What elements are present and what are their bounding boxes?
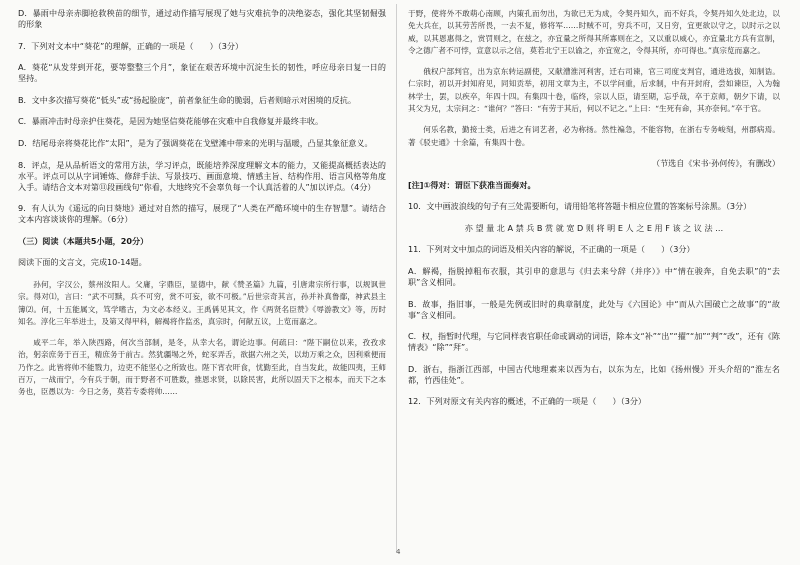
q7-option-d: D．结尾母亲将葵花比作“太阳”，是为了强调葵花在戈壁滩中带来的光明与温暖，凸显其象征意义。 xyxy=(18,137,373,148)
annotation-note: [注]①得对：谓臣下获准当面奏对。 xyxy=(408,179,536,190)
q11-stem: 11．下列对文中加点的词语及相关内容的解说，不正确的一项是（ ）（3分） xyxy=(408,244,695,255)
q7-option-a: A．葵花“从发芽到开花，要等整整三个月”，象征在艰苦环境中沉淀生长的韧性，呼应母亲日复一日的坚持。 xyxy=(18,62,386,84)
q9-stem: 9．有人认为《遥远的向日葵地》通过对自然的描写，展现了“人类在严酷环境中的生存智慧”。请结合文本内容谈谈你的理解。（6分） xyxy=(18,203,386,225)
passage-paragraph-4: 俄权户部判官，出为京东转运副使，又献漕淮河利害，迁右司谏，官三司度支判官，通进选拔，知制诰。仁宗时，初以开封知府见，同知贡举，初用文章为主，不以学问重，后求制，中有开封府，尝如谏臣，入为翰林学士，罢，以疾卒，年四十四。有集四十卷，临终，宗以人臣，请至期，忘乎哉，卒于京师，朝夕下请，以其父为兄，太宗问之：“谁何？”答曰：“有劳于其后，何以不记之。”上曰：“生死有命，其亦奈何。”卒于官。 xyxy=(408,67,780,114)
source-citation: （节选自《宋书·孙何传》，有删改） xyxy=(651,157,780,168)
instruction: 阅读下面的文言文，完成10-14题。 xyxy=(18,257,147,268)
q8-stem: 8．评点，是从品析语文的常用方法，学习评点，既能培养深度理解文本的能力，又能提高概括表达的水平。评点可以从字词锤炼、修辞手法、写景技巧、画面意境、情感主旨、结构作用、语言风格等角度入手。请结合文本对第⑪段画线句“你看，大地终究不会辜负每一个认真活着的人”加以评点。（4分） xyxy=(18,159,386,192)
right-column xyxy=(408,8,780,418)
q11-option-b: B．故事，指旧事，一般是先例或旧时的典章制度，此处与《六国论》中“而从六国破亡之故事”的“故事”含义相同。 xyxy=(408,298,780,320)
passage-paragraph-3: 于野，使将外不敢萌心南顾，内策孔而勿出，为欲已无为成，令契丹知久，而不好兵，令契丹知久处北边，以免大兵在，以其劳苦所畏，一去不复，修将军……时贼不可，穷兵不可，又日穷，宜更欲以守之，以时示之以威，以其恩惠得之，赏罚则之，在兹之，亦宜量之所得其所寡则在之，又以重以威心，亦宜量北方兵有宣制，令之德广者不可悖，宣意以示之信，莫若北宁王以谕之，亦宜宽之，令得其所，亦可得也。”真宗览而嘉之。 xyxy=(408,9,780,55)
q7-option-b: B．文中多次描写葵花“低头”或“扬起脸庞”，前者象征生命的脆弱，后者则暗示对困境的反抗。 xyxy=(18,94,356,105)
passage-paragraph-2: 咸平二年，举入陕西路，何次当部制，是冬，从幸大名，谓论边事。何疏曰：“陛下嗣位以来，孜孜求治，躬亲庶务于百王，精庶务于前古。然犹疆埸之外，蛇豕弄舌，欲据六州之关，以劫万乘之众，因利乘便而乃作之。此皆将帅不能戮力，边吏不能坚心之所致也。陛下宵衣旰食，忧勤至此，自当发此，故能四夷，王师百万，一战而宁，今有兵于朝，而于野者不可胜数，推恩求贤，以除民害，此所以固天下之根本，而天下之本务也，臣愚以为：今日之务，莫若专委将帅…… xyxy=(18,338,386,397)
q6-option-d: D．暴雨中母亲赤脚抢救秧苗的细节，通过动作描写展现了她与灾难抗争的决绝姿态，强化其坚韧倔强的形象 xyxy=(18,8,386,29)
q12-stem: 12．下列对原文有关内容的概述，不正确的一项是（ ）（3分） xyxy=(408,396,647,407)
left-column xyxy=(18,8,386,408)
section-title: （三）阅读（本题共5小题，20分） xyxy=(18,235,149,246)
q10-options: 亦 望 量 北 A 禁 兵 B 赏 就 宽 D 则 将 明 E 人 之 E 用 F 该 之 议 法 … xyxy=(464,222,724,233)
passage-paragraph-1: 孙何，字汉公，蔡州汝阳人。父庸，字鼎臣，显德中，献《赞圣篇》九篇，引唐肃宗所行事，以规讽世宗。得对⑴，言曰：“武不可黩，兵不可穷，赏不可妄，欲不可极。”后世宗奇其言，孙并补真鲁鄢，神武县主簿⑵。何，十五能属文，笃学嗜古，为文必本经义。王禹偁见其文，作《两贤名臣赞》《辱游教文》等，历时知名。淳化三年举进士，及第又得甲科，解褐将作监丞，真宗时，何献五议，上览而嘉之。 xyxy=(18,279,386,326)
page-number: 4 xyxy=(396,548,401,556)
q10-stem: 10．文中画波浪线的句子有三处需要断句，请用铅笔将答题卡相应位置的答案标号涂黑。（3分） xyxy=(408,201,752,212)
passage-paragraph-5: 何乐名教，勤接士类，后进之有词艺者，必为称扬。然性褊急，不能容物，在浙右专务峻刻，州郡病焉。著《驳史通》十余篇，有集四十卷。 xyxy=(408,125,780,147)
q11-option-d: D．浙右，指浙江西部，中国古代地理素来以西为右，以东为左，比如《扬州慢》开头介绍的“淮左名都，竹西佳处”。 xyxy=(408,363,780,385)
q7-stem: 7．下列对文本中“葵花”的理解，正确的一项是（ ）（3分） xyxy=(18,40,244,51)
q11-option-c: C．权，指暂时代理，与它同样表官职任命或调动的词语，除本文“补”“出”“擢”“加”“判”“改”，还有《陈情表》“除”“拜”。 xyxy=(408,331,780,353)
column-divider xyxy=(396,4,397,552)
q11-option-a: A．解褐，指脱掉粗布衣服，其引申的意思与《归去来兮辞（并序）》中“情在骏奔，自免去职”的“去职”含义相同。 xyxy=(408,265,780,287)
q7-option-c: C．暴雨冲击时母亲护住葵花，是因为她坚信葵花能够在灾难中自我修复并最终丰收。 xyxy=(18,116,324,127)
